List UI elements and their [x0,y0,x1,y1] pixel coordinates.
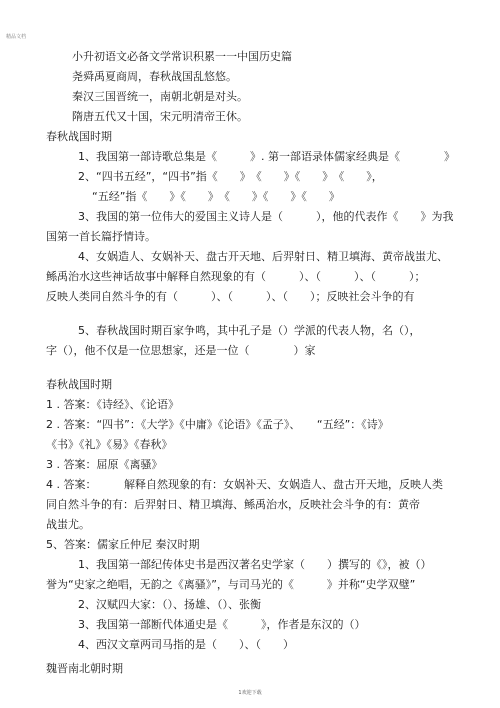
question-line: 字（），他不仅是一位思想家，还是一位（ ）家 [46,344,316,357]
answer-line: 1 . 答案：《诗经》、《论语》 [46,398,179,411]
question-line: 5、春秋战国时期百家争鸣，其中孔子是（）学派的代表人物，名（）， [78,324,421,337]
section-heading: 魏晋南北朝时期 [46,662,123,675]
section-heading: 春秋战国时期 [46,130,112,143]
question-line: “五经”指《 》《 》 《 》《 》《 》 [92,190,340,203]
answer-line: 2 . 答案：“四书”：《大学》《中庸》《论语》《孟子》、 “五经”：《诗》 [46,418,389,431]
document-title: 小升初语文必备文学常识积累一一中国历史篇 [72,50,292,63]
question-line: 反映人类同自然斗争的有（ ）、（ ）、（ ）；反映社会斗争的有 [46,290,415,303]
question-line: 誉为“史家之绝唱，无韵之《离骚》”，与司马光的《 》并称“史学双璧” [46,578,416,591]
answer-line: 5、答案：儒家丘仲尼 秦汉时期 [46,538,200,551]
rhyme-line: 隋唐五代又十国，宋元明清帝王休。 [72,110,248,123]
question-line: 3、我国的第一位伟大的爱国主义诗人是（ ），他的代表作《 》为我 [78,210,454,223]
question-line: 4、女娲造人、女娲补天、盘古开天地、后羿射日、精卫填海、黄帝战蚩尤、 [78,250,448,263]
question-line: 1、我国第一部诗歌总集是《 》. 第一部语录体儒家经典是《 》 [78,150,455,163]
question-line: 国第一首长篇抒情诗。 [46,230,156,243]
section-heading: 春秋战国时期 [46,378,112,391]
answer-line: 同自然斗争的有：后羿射日、精卫填海、鲧禹治水，反映社会斗争的有：黄帝 [46,498,420,511]
watermark-note: 精品文档 [6,34,27,40]
page-footer: 1欢迎下载 [238,690,262,696]
answer-line: 《书》《礼》《易》《春秋》 [46,438,173,451]
question-line: 1、我国第一部纪传体史书是西汉著名史学家（ ）撰写的《》，被（） [78,558,432,571]
question-line: 3、我国第一部断代体通史是《 》，作者是东汉的（） [78,618,366,631]
rhyme-line: 秦汉三国晋统一，南朝北朝是对头。 [72,90,248,103]
answer-line: 4 . 答案： 解释自然现象的有：女娲补天、女娲造人、盘古开天地，反映人类 [46,478,443,491]
rhyme-line: 尧舜禹夏商周，春秋战国乱悠悠。 [72,70,237,83]
question-line: 鲧禹治水这些神话故事中解释自然现象的有（ ）、（ ）、（ ）； [46,270,426,283]
answer-line: 战蚩尤。 [46,518,90,531]
question-line: 2、“四书五经”，“四书”指《 》 《 》《 》 《 》， [78,170,383,183]
question-line: 4、西汉文章两司马指的是（ ）、（ ） [78,638,294,651]
question-line: 2、汉赋四大家：（）、扬雄、（）、张衡 [78,598,261,611]
answer-line: 3 . 答案：屈原《离骚》 [46,458,163,471]
